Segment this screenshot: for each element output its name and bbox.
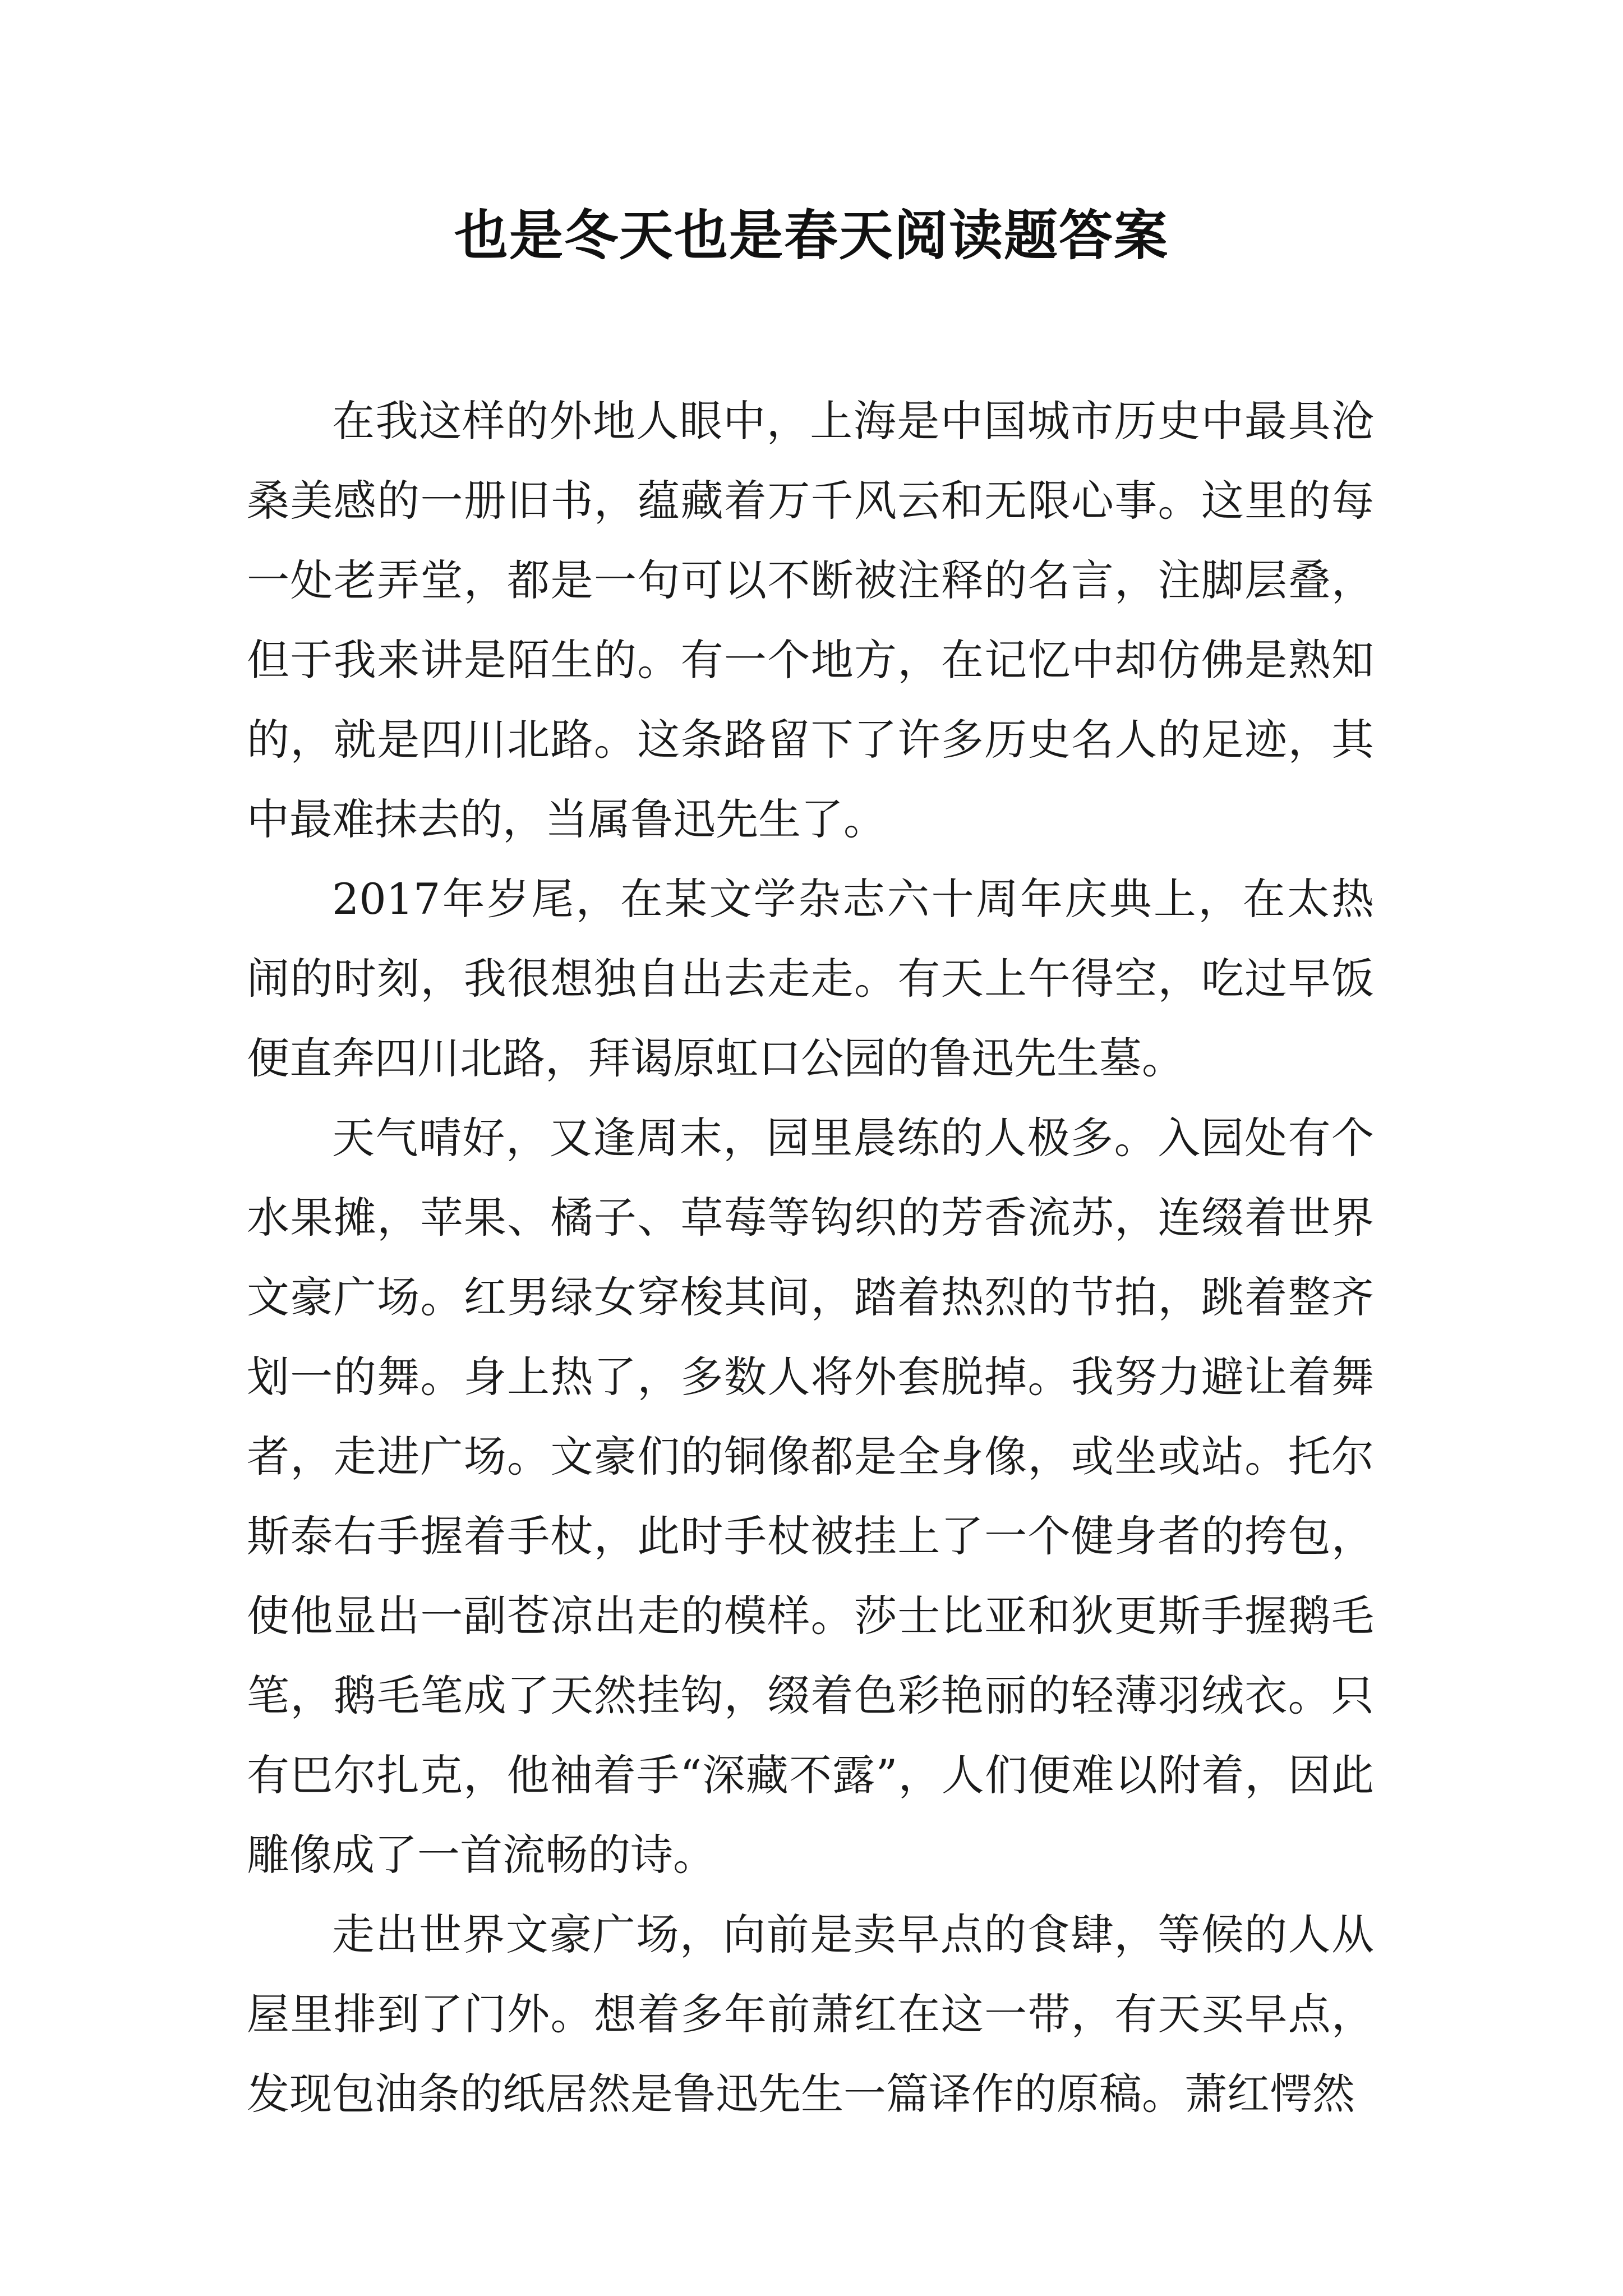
paragraph-2: 2017年岁尾，在某文学杂志六十周年庆典上，在太热闹的时刻，我很想独自出去走走。有天上午得空，吃过早饭便直奔四川北路，拜谒原虹口公园的鲁迅先生墓。	[247, 874, 1374, 1083]
article-body	[247, 381, 1374, 2134]
paragraph-1: 在我这样的外地人眼中，上海是中国城市历史中最具沧桑美感的一册旧书，蕴藏着万千风云和无限心事。这里的每一处老弄堂，都是一句可以不断被注释的名言，注脚层叠，但于我来讲是陌生的。有一个地方，在记忆中却仿佛是熟知的，就是四川北路。这条路留下了许多历史名人的足迹，其中最难抹去的，当属鲁迅先生了。	[247, 396, 1374, 844]
paragraph-3: 天气晴好，又逢周末，园里晨练的人极多。入园处有个水果摊，苹果、橘子、草莓等钩织的芳香流苏，连缀着世界文豪广场。红男绿女穿梭其间，踏着热烈的节拍，跳着整齐划一的舞。身上热了，多数人将外套脱掉。我努力避让着舞者，走进广场。文豪们的铜像都是全身像，或坐或站。托尔斯泰右手握着手杖，此时手杖被挂上了一个健身者的挎包，使他显出一副苍凉出走的模样。莎士比亚和狄更斯手握鹅毛笔，鹅毛笔成了天然挂钩，缀着色彩艳丽的轻薄羽绒衣。只有巴尔扎克，他袖着手“深藏不露”，人们便难以附着，因此雕像成了一首流畅的诗。	[247, 1113, 1374, 1880]
paragraph-4: 走出世界文豪广场，向前是卖早点的食肆，等候的人从屋里排到了门外。想着多年前萧红在这一带，有天买早点，发现包油条的纸居然是鲁迅先生一篇译作的原稿。萧红愕然	[247, 1910, 1374, 2119]
document-title: 也是冬天也是春天阅读题答案	[454, 204, 1169, 267]
